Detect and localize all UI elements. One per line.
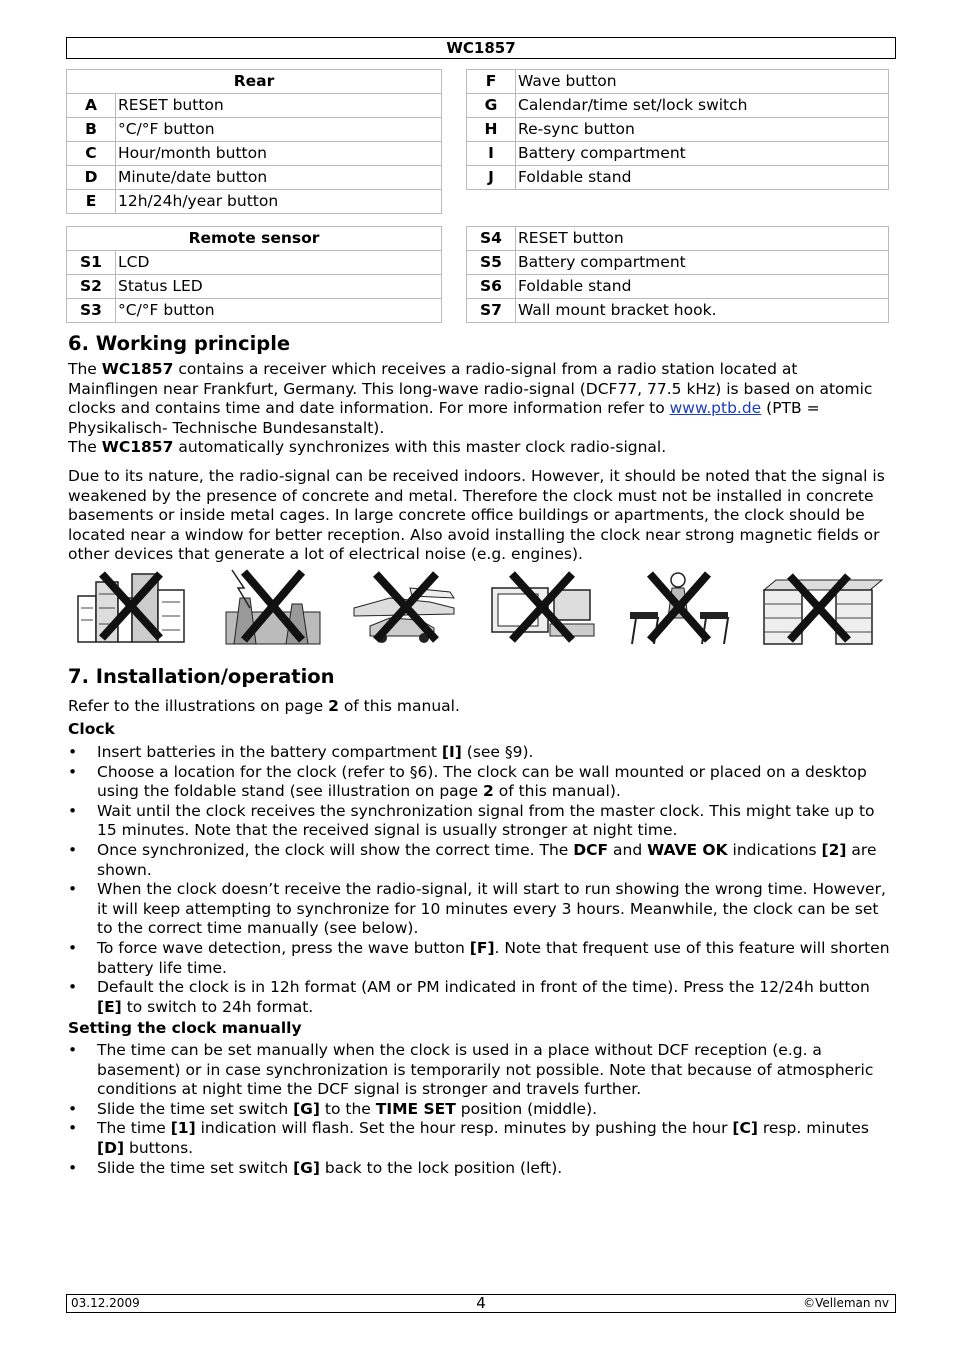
part-key: E (67, 190, 116, 214)
part-label: Foldable stand (516, 275, 889, 299)
list-item: • To force wave detection, press the wave button [F]. Note that frequent use of this feature will shorten battery life time. (68, 939, 890, 978)
part-label: Wall mount bracket hook. (516, 299, 889, 323)
vehicles-crossed-icon (350, 568, 462, 646)
part-key: G (467, 94, 516, 118)
list-item: • Slide the time set switch [G] to the TIME SET position (middle). (68, 1100, 890, 1120)
model-name: WC1857 (101, 360, 174, 378)
page-number-ref: 2 (328, 697, 339, 715)
text: The (68, 360, 102, 378)
part-key: C (67, 142, 116, 166)
text: contains a receiver which receives a radio-signal from a radio station located at Mainflingen near Frankfurt, Germany. This long-wave radio-signal (DCF77, 77.5 kHz) is based on atomic clocks and contains time and date information. For more information refer to (68, 360, 873, 418)
text: Refer to the illustrations on page (68, 697, 329, 715)
list-item: • Wait until the clock receives the synchronization signal from the master clock. This might take up to 15 minutes. Note that the received signal is usually stronger at night time. (68, 802, 890, 841)
text: The (68, 438, 102, 457)
part-key: J (467, 166, 516, 190)
part-key: S1 (67, 251, 116, 275)
list-item: • Once synchronized, the clock will show the correct time. The DCF and WAVE OK indications [2] are shown. (68, 841, 890, 880)
table-row (67, 190, 889, 214)
table-row (67, 118, 889, 142)
electronics-crossed-icon (490, 568, 596, 646)
list-item: • Insert batteries in the battery compartment [I] (see §9). (68, 743, 890, 763)
manual-setting-subheading: Setting the clock manually (68, 1019, 302, 1037)
part-key: H (467, 118, 516, 142)
table-row (67, 299, 889, 323)
footer-copyright: ©Velleman nv (803, 1296, 889, 1310)
table-row (67, 251, 889, 275)
list-item: • The time can be set manually when the clock is used in a place without DCF reception (e.g. a basement) or in case synchronization is temporarily not possible. Note that because of atmospheric conditions at night time the DCF signal is stronger and travels further. (68, 1041, 890, 1100)
metal-desk-crossed-icon (762, 568, 884, 646)
document-model-header: WC1857 (66, 37, 896, 59)
working-principle-paragraph-1 (68, 360, 888, 458)
part-label: Foldable stand (516, 166, 889, 190)
part-label: Hour/month button (116, 142, 442, 166)
model-name: WC1857 (101, 438, 174, 457)
text: (PTB = Physikalisch- Technische Bundesanstalt). (68, 399, 820, 437)
part-key: S3 (67, 299, 116, 323)
part-label: Battery compartment (516, 251, 889, 275)
section-7-heading: 7. Installation/operation (68, 665, 335, 688)
part-label: Calendar/time set/lock switch (516, 94, 889, 118)
clock-subheading: Clock (68, 720, 115, 738)
part-key: B (67, 118, 116, 142)
page-number: 4 (476, 1294, 486, 1312)
part-key: I (467, 142, 516, 166)
ptb-link[interactable]: www.ptb.de (669, 399, 762, 418)
installation-intro (68, 697, 888, 717)
table-row (67, 142, 889, 166)
table-row (67, 227, 889, 251)
part-label: Status LED (116, 275, 442, 299)
table-row (67, 275, 889, 299)
list-item: • The time [1] indication will flash. Set the hour resp. minutes by pushing the hour [C] resp. minutes [D] buttons. (68, 1119, 890, 1158)
part-key: S4 (467, 227, 516, 251)
part-key: D (67, 166, 116, 190)
part-key: A (67, 94, 116, 118)
part-key: S6 (467, 275, 516, 299)
part-key: S5 (467, 251, 516, 275)
part-key: F (467, 70, 516, 94)
remote-sensor-table (66, 226, 889, 323)
part-label: Battery compartment (516, 142, 889, 166)
section-6-heading: 6. Working principle (68, 332, 291, 355)
part-key: S2 (67, 275, 116, 299)
table-row (67, 70, 889, 94)
list-item: • Slide the time set switch [G] back to the lock position (left). (68, 1159, 890, 1179)
text: of this manual. (338, 697, 460, 715)
page-footer (66, 1294, 896, 1313)
part-label: LCD (116, 251, 442, 275)
part-label: RESET button (516, 227, 889, 251)
part-label: Re-sync button (516, 118, 889, 142)
footer-date: 03.12.2009 (71, 1296, 140, 1310)
rear-parts-table (66, 69, 889, 214)
rear-table-heading: Rear (67, 70, 442, 94)
power-plant-crossed-icon (224, 568, 322, 646)
table-row (67, 166, 889, 190)
working-principle-paragraph-2: Due to its nature, the radio-signal can be received indoors. However, it should be noted that the signal is weakened by the presence of concrete and metal. Therefore the clock must not be installed in concrete basements or inside metal cages. In large concrete office buildings or apartments, the clock should be located near a window for better reception. Also avoid installing the clock near strong magnetic fields or other devices that generate a lot of electrical noise (e.g. engines). (68, 467, 885, 564)
clock-instructions-list (68, 743, 890, 1017)
list-item: • When the clock doesn’t receive the radio-signal, it will start to run showing the wrong time. However, it will keep attempting to synchronize for 10 minutes every 3 hours. Meanwhile, the clock can be set to the correct time manually (see below). (68, 880, 890, 939)
part-label: RESET button (116, 94, 442, 118)
part-label: Wave button (516, 70, 889, 94)
construction-worker-crossed-icon (628, 568, 730, 646)
list-item: • Choose a location for the clock (refer to §6). The clock can be wall mounted or placed on a desktop using the foldable stand (see illustration on page 2 of this manual). (68, 763, 890, 802)
list-item: • Default the clock is in 12h format (AM or PM indicated in front of the time). Press the 12/24h button [E] to switch to 24h format. (68, 978, 890, 1017)
part-label: °C/°F button (116, 118, 442, 142)
table-row (67, 94, 889, 118)
manual-setting-list (68, 1041, 890, 1178)
city-buildings-crossed-icon (72, 568, 190, 646)
part-key: S7 (467, 299, 516, 323)
text: automatically synchronizes with this master clock radio-signal. (173, 438, 667, 457)
part-label: 12h/24h/year button (116, 190, 442, 214)
remote-table-heading: Remote sensor (67, 227, 442, 251)
part-label: °C/°F button (116, 299, 442, 323)
part-label: Minute/date button (116, 166, 442, 190)
